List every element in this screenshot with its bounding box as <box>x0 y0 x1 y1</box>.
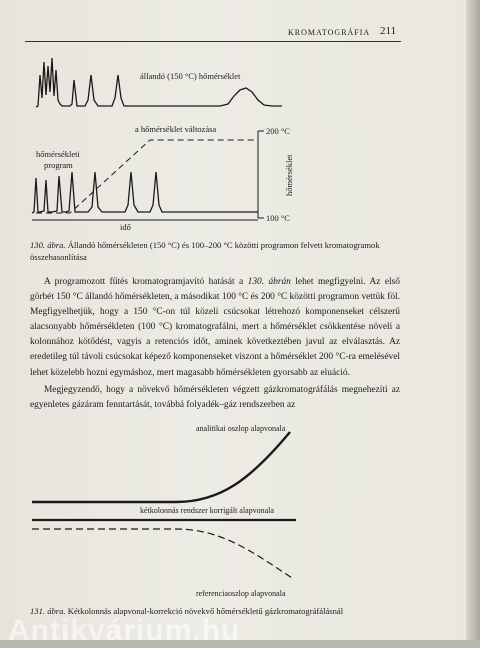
axis-label-200: 200 °C <box>266 126 290 136</box>
label-programmed-2: program <box>44 160 73 170</box>
axis-title-time: idő <box>120 222 131 232</box>
figure-131-caption-text: Kétkolonnás alapvonal-korrekció növekvő hőmérsékletű gázkromatográfálásnál <box>67 606 344 616</box>
axis-title-temperature: hőmérséklet <box>284 154 294 196</box>
label-corrected: kétkolonnás rendszer korrigált alapvonala <box>140 506 274 515</box>
paragraph-1: A programozott fűtés kromatogramjavító hatását a 130. ábrán lehet megfigyelni. Az első görbét 150 °C állandó hőmérsékleten, a másodikat 100 °C és 200 °C közötti programon vettük föl. Megfigyelhetjük, hogy a 150 °C-on túl közeli csúcsokat létrehozó komponenseket célszerű alacsonyabb hőmérsékleten (100 °C) kromatografálni, mert a hőmérséklet csökkentése növeli a kolonnához kötődést, vagyis a retenciós időt, aminek következtében javul az elválasztás. Az eredetileg túl távoli csúcsokat képező komponenseket viszont a hőmérséklet 200 °C-ra emelésével lehet közelebb hozni egymáshoz, mert magasabb hőmérsékleten gyorsabb az eluáció. <box>30 277 400 378</box>
label-analytical: analitikai oszlop alapvonala <box>196 424 286 433</box>
body-text <box>30 275 400 413</box>
isothermal-chromatogram <box>36 58 282 107</box>
figure-131-caption-number: 131. ábra. <box>30 606 66 616</box>
figure-reference: 130. ábrán <box>247 277 291 287</box>
analytical-baseline <box>32 432 290 502</box>
figure-130-caption-number: 130. ábra. <box>30 240 66 250</box>
label-isothermal: állandó (150 °C) hőmérséklet <box>140 71 241 81</box>
programmed-chromatogram <box>32 172 258 213</box>
figure-130-caption-text: Állandó hőmérsékleten (150 °C) és 100–200 °C közötti programon felvett kromatogramok összehasonlítása <box>30 240 380 262</box>
axis-label-100: 100 °C <box>266 213 290 223</box>
figure-130-caption <box>30 239 400 263</box>
figure-130 <box>0 0 480 240</box>
reference-baseline <box>32 529 292 578</box>
running-head-title: KROMATOGRÁFIA <box>288 28 371 37</box>
paragraph-2: Megjegyzendő, hogy a növekvő hőmérsékleten végzett gázkromatográfálás megnehezíti az egyenletes gázáram fenntartását, továbbá folyadék–gáz rendszerben az <box>30 384 400 410</box>
label-temp-change: a hőmérséklet változása <box>135 124 217 134</box>
watermark: Antikvárium.hu <box>8 614 241 647</box>
figure-131 <box>0 420 480 610</box>
label-programmed-1: hőmérsékleti <box>36 149 80 159</box>
label-reference: referenciaoszlop alapvonala <box>196 589 286 598</box>
page-number: 211 <box>380 25 397 37</box>
